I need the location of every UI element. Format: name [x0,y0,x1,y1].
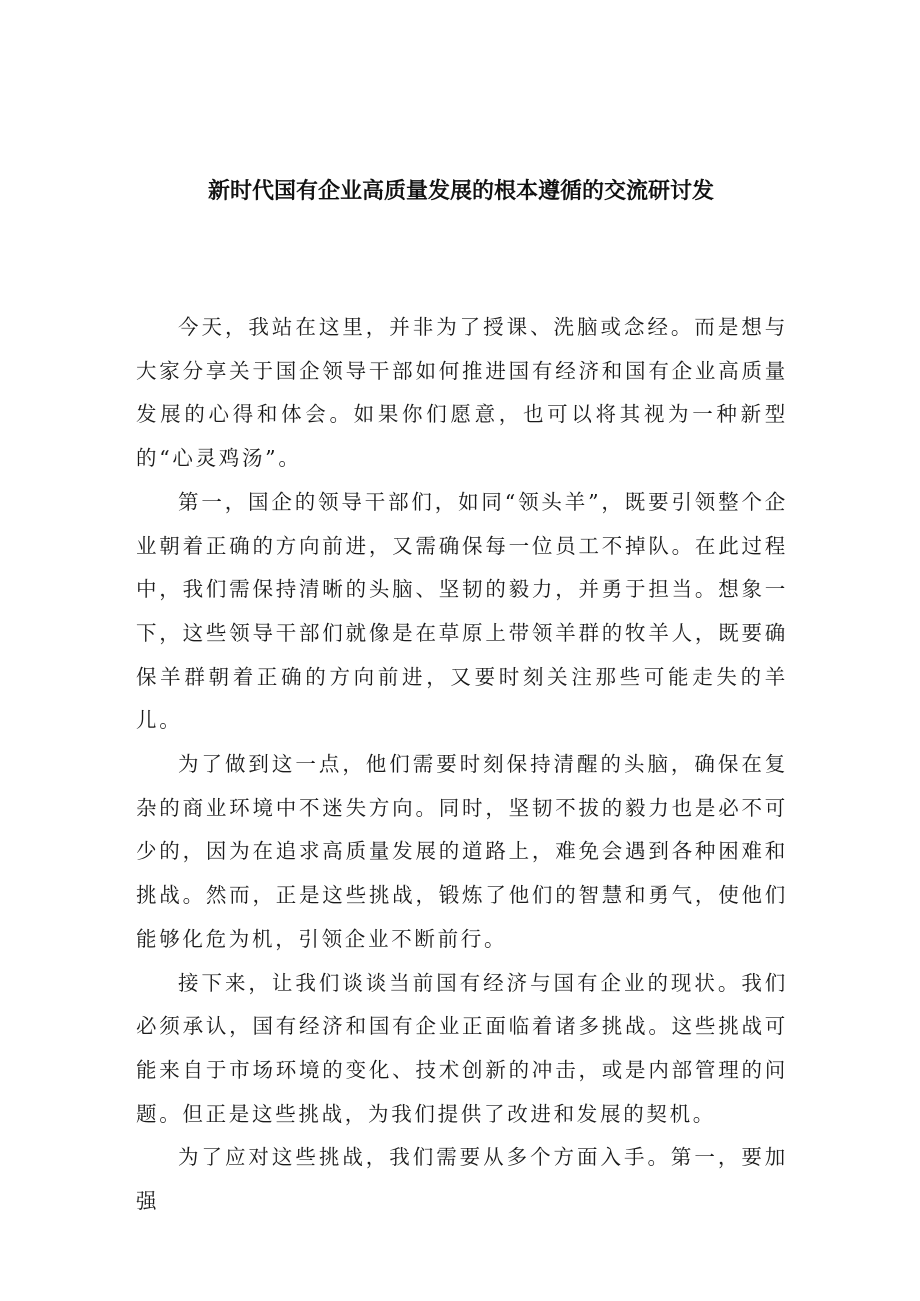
document-body [136,306,788,1224]
body-paragraph: 第一，国企的领导干部们，如同“领头羊”，既要引领整个企业朝着正确的方向前进，又需确保每一位员工不掉队。在此过程中，我们需保持清晰的头脑、坚韧的毅力，并勇于担当。想象一下，这些领导干部们就像是在草原上带领羊群的牧羊人，既要确保羊群朝着正确的方向前进，又要时刻关注那些可能走失的羊儿。 [136,489,788,733]
body-paragraph: 今天，我站在这里，并非为了授课、洗脑或念经。而是想与大家分享关于国企领导干部如何推进国有经济和国有企业高质量发展的心得和体会。如果你们愿意，也可以将其视为一种新型的“心灵鸡汤”。 [136,315,788,471]
document-title: 新时代国有企业高质量发展的根本遵循的交流研讨发 [207,179,714,204]
body-paragraph: 为了应对这些挑战，我们需要从多个方面入手。第一，要加强 [136,1145,788,1214]
body-paragraph: 接下来，让我们谈谈当前国有经济与国有企业的现状。我们必须承认，国有经济和国有企业正面临着诸多挑战。这些挑战可能来自于市场环境的变化、技术创新的冲击，或是内部管理的问题。但正是这些挑战，为我们提供了改进和发展的契机。 [136,970,788,1126]
body-paragraph: 为了做到这一点，他们需要时刻保持清醒的头脑，确保在复杂的商业环境中不迷失方向。同时，坚韧不拔的毅力也是必不可少的，因为在追求高质量发展的道路上，难免会遇到各种困难和挑战。然而，正是这些挑战，锻炼了他们的智慧和勇气，使他们能够化危为机，引领企业不断前行。 [136,752,788,951]
